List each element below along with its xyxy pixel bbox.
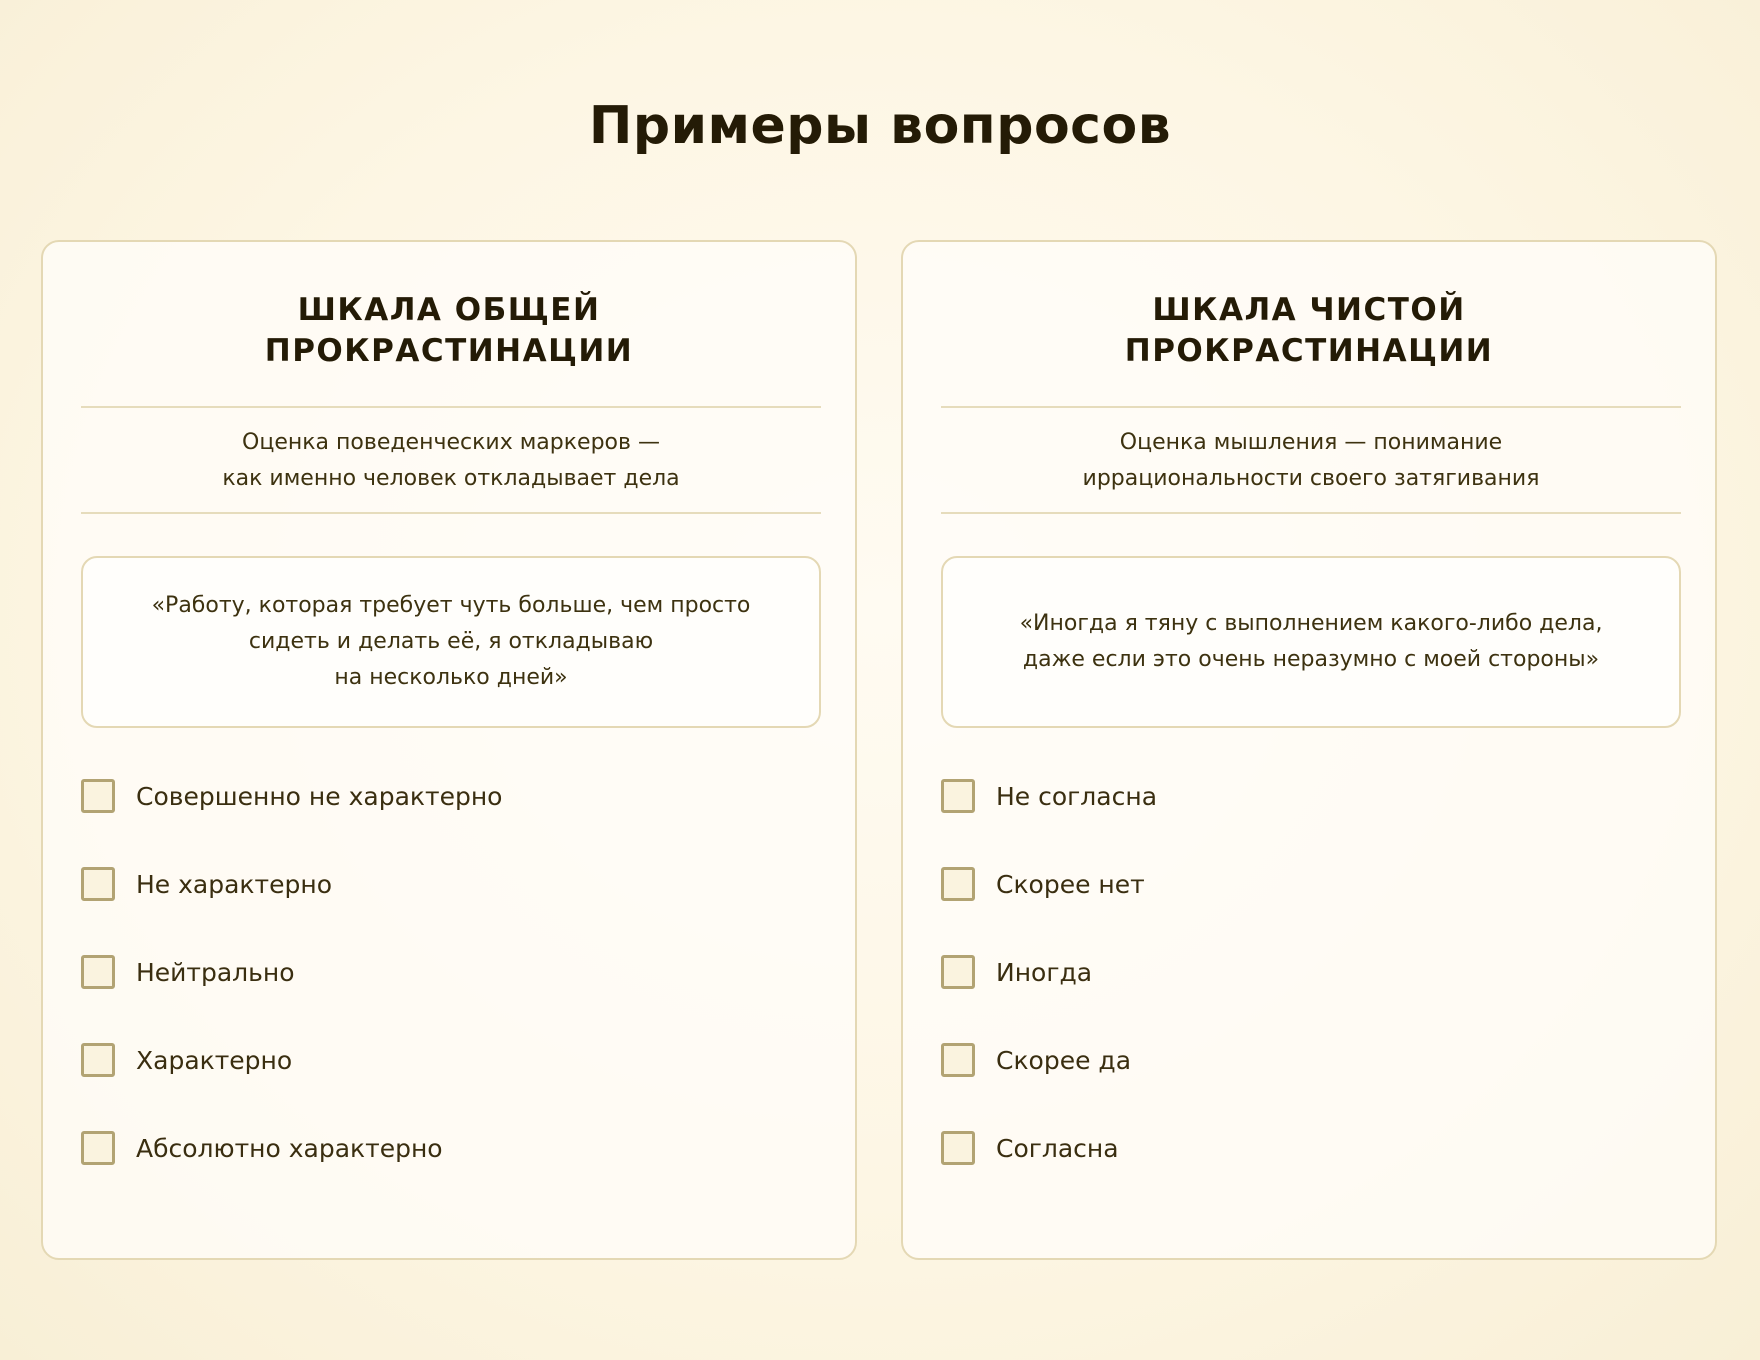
answer-option[interactable] — [941, 776, 1681, 816]
question-quote-box — [941, 556, 1681, 728]
card-subtitle: Оценка мышления — понимание иррациональности своего затягивания — [1082, 430, 1540, 491]
answer-option-label: Абсолютно характерно — [136, 1133, 443, 1163]
checkbox[interactable] — [81, 867, 115, 901]
answer-option[interactable] — [941, 1128, 1681, 1168]
question-quote: «Иногда я тяну с выполнением какого-либо дела, даже если это очень неразумно с моей стороны» — [1019, 611, 1603, 672]
card-title: ШКАЛА ОБЩЕЙ ПРОКРАСТИНАЦИИ — [264, 292, 634, 369]
answer-option[interactable] — [81, 864, 821, 904]
pure-procrastination-card — [901, 240, 1717, 1260]
divider — [941, 512, 1681, 514]
question-quote-box — [81, 556, 821, 728]
answer-option[interactable] — [81, 1128, 821, 1168]
question-quote: «Работу, которая требует чуть больше, чем просто сидеть и делать её, я откладываю на несколько дней» — [151, 593, 751, 690]
answer-option[interactable] — [941, 952, 1681, 992]
answer-option-label: Характерно — [136, 1045, 293, 1075]
checkbox[interactable] — [81, 779, 115, 813]
answer-option-label: Иногда — [996, 957, 1093, 987]
checkbox[interactable] — [941, 867, 975, 901]
divider — [81, 512, 821, 514]
divider — [81, 406, 821, 408]
checkbox[interactable] — [81, 1043, 115, 1077]
answer-option-label: Согласна — [996, 1133, 1119, 1163]
answer-options — [81, 776, 821, 1216]
checkbox[interactable] — [941, 955, 975, 989]
answer-option[interactable] — [81, 1040, 821, 1080]
checkbox[interactable] — [941, 779, 975, 813]
checkbox[interactable] — [941, 1043, 975, 1077]
answer-option[interactable] — [941, 864, 1681, 904]
answer-option-label: Не характерно — [136, 869, 332, 899]
checkbox[interactable] — [941, 1131, 975, 1165]
answer-option-label: Не согласна — [996, 781, 1158, 811]
answer-options — [941, 776, 1681, 1216]
answer-option-label: Совершенно не характерно — [136, 781, 503, 811]
answer-option[interactable] — [81, 952, 821, 992]
card-subtitle: Оценка поведенческих маркеров — как именно человек откладывает дела — [222, 430, 680, 491]
divider — [941, 406, 1681, 408]
page-title: Примеры вопросов — [588, 96, 1172, 156]
checkbox[interactable] — [81, 955, 115, 989]
answer-option[interactable] — [941, 1040, 1681, 1080]
answer-option-label: Скорее нет — [996, 869, 1145, 899]
card-title: ШКАЛА ЧИСТОЙ ПРОКРАСТИНАЦИИ — [1124, 292, 1494, 369]
answer-option-label: Нейтрально — [136, 957, 295, 987]
answer-option[interactable] — [81, 776, 821, 816]
answer-option-label: Скорее да — [996, 1045, 1132, 1075]
general-procrastination-card — [41, 240, 857, 1260]
checkbox[interactable] — [81, 1131, 115, 1165]
